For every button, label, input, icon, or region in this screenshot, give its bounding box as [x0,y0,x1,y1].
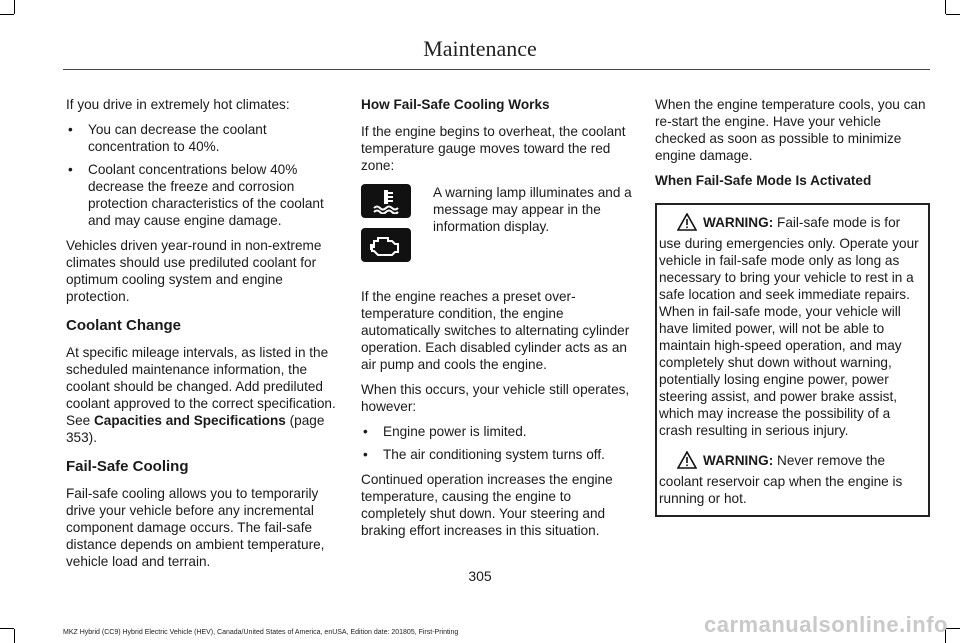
paragraph: Continued operation increases the engine temperature, causing the engine to completely shut down. Your steering and braking effort increases in this situation. [361,472,613,538]
paragraph-text: At specific mileage intervals, as listed in the scheduled maintenance information, the coolant should be changed. Add prediluted coolant approved to the correct specification. See [66,345,336,428]
warning-lamp-text: A warning lamp illuminates and a message may appear in the information display. [433,185,632,234]
list-item: • Coolant concentrations below 40% decrease the freeze and corrosion protection characteristics of the coolant and may cause engine damage. [66,161,338,229]
coolant-change-paragraph [66,344,338,446]
coolant-temperature-icon [361,184,411,218]
crop-mark-top-right-v [945,0,946,14]
subheading-how-it-works: How Fail-Safe Cooling Works [361,97,550,112]
crop-mark-top-right-h [946,14,960,15]
page-title: Maintenance [423,36,537,61]
edition-footer: MKZ Hybrid (CC9) Hybrid Electric Vehicle (HEV), Canada/United States of America, enUSA, Edition date: 201805, First-Printing [63,629,459,636]
crop-mark-top-left-h [0,14,14,15]
warning-triangle-icon [677,451,697,473]
warning-box [655,203,930,517]
hot-climate-list [66,121,338,229]
warning-text: Fail-safe mode is for use during emergencies only. Operate your vehicle in fail-safe mode only as long as necessary to bring your vehicle to rest in a safe location and seek immediate repairs. When in fail-safe mode, your vehicle will have limited power, will not be able to maintain high-speed operation, and may completely shut down without warning, potentially losing engine power, power steering assist, and power brake assist, which may increase the possibility of a crash resulting in serious injury. [659,215,919,438]
paragraph: If the engine begins to overheat, the coolant temperature gauge moves toward the red zone: [361,124,626,173]
warning-lamp-icons [361,184,421,272]
column-3 [655,96,930,517]
column-1 [66,96,338,578]
header-rule [63,69,930,70]
paragraph: Vehicles driven year-round in non-extreme climates should use prediluted coolant for optimum cooling system and engine protection. [66,238,322,304]
subheading-fail-safe-activated: When Fail-Safe Mode Is Activated [655,173,872,188]
warning-triangle-icon [677,213,697,235]
page-reference: (page 353). [66,413,325,445]
list-item: • The air conditioning system turns off. [361,446,633,463]
paragraph: If the engine reaches a preset over-temperature condition, the engine automatically switches to alternating cylinder operation. Each disabled cylinder acts as an air pump and cools the engine. [361,289,630,372]
page-number: 305 [468,568,492,584]
crop-mark-bottom-left-v [14,629,15,643]
capacities-link[interactable]: Capacities and Specifications [93,413,286,428]
intro-text: If you drive in extremely hot climates: [66,97,290,112]
watermark: carmanualsonline.info [704,612,948,637]
section-heading-coolant-change: Coolant Change [66,317,181,334]
warning-label: WARNING: [703,215,774,230]
warning-label: WARNING: [703,453,774,468]
paragraph: Fail-safe cooling allows you to temporarily drive your vehicle before any incremental component damage occurs. The fail-safe distance depends on ambient temperature, vehicle load and terrain. [66,486,325,569]
crop-mark-bottom-right-h [946,628,960,629]
list-item: • Engine power is limited. [361,423,633,440]
operation-list [361,423,633,463]
column-2 [361,96,633,547]
section-heading-fail-safe-cooling: Fail-Safe Cooling [66,458,189,475]
warning-2 [659,451,924,507]
paragraph: When the engine temperature cools, you can re-start the engine. Have your vehicle checked as soon as possible to minimize engine damage. [655,97,926,163]
paragraph: When this occurs, your vehicle still operates, however: [361,382,630,414]
check-engine-icon [361,228,411,262]
crop-mark-top-left-v [14,0,15,14]
list-item: • You can decrease the coolant concentration to 40%. [66,121,338,155]
crop-mark-bottom-left-h [0,628,14,629]
warning-1 [659,213,924,439]
warning-text: Never remove the coolant reservoir cap when the engine is running or hot. [659,453,903,506]
warning-lamp-row [361,184,633,272]
